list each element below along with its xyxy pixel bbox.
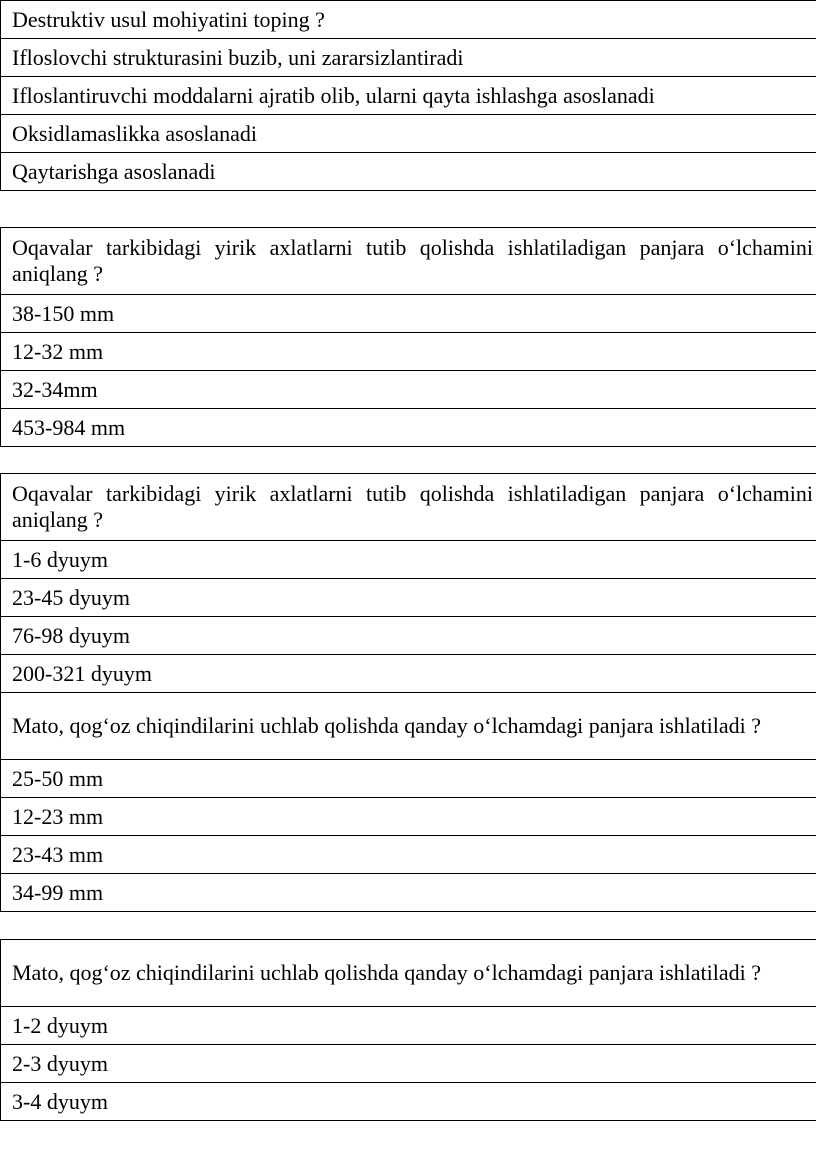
answer-option: 3-4 dyuym [1, 1083, 816, 1121]
question-text: Oqavalar tarkibidagi yirik axlatlarni tutib qolishda ishlatiladigan panjara o‘lchamini aniqlang ? [1, 474, 816, 541]
answer-row [1, 333, 816, 371]
answer-row [1, 371, 816, 409]
answer-row [1, 409, 816, 447]
answer-option: Qaytarishga asoslanadi [1, 153, 816, 191]
answer-row [1, 1045, 816, 1083]
question-text: Oqavalar tarkibidagi yirik axlatlarni tutib qolishda ishlatiladigan panjara o‘lchamini aniqlang ? [1, 228, 816, 295]
answer-option: 1-6 dyuym [1, 541, 816, 579]
answer-option: 12-32 mm [1, 333, 816, 371]
answer-option: 12-23 mm [1, 798, 816, 836]
answer-option: 34-99 mm [1, 874, 816, 912]
answer-row [1, 798, 816, 836]
answer-row [1, 617, 816, 655]
question-row [1, 940, 816, 1007]
answer-option: 23-45 dyuym [1, 579, 816, 617]
question-row [1, 693, 816, 760]
answer-row [1, 295, 816, 333]
answer-option: 1-2 dyuym [1, 1007, 816, 1045]
answer-row [1, 579, 816, 617]
answer-option: 2-3 dyuym [1, 1045, 816, 1083]
answer-option: 38-150 mm [1, 295, 816, 333]
answer-row [1, 1007, 816, 1045]
question-table-2 [0, 227, 816, 447]
question-table-3 [0, 473, 816, 912]
question-table-4 [0, 939, 816, 1121]
answer-row [1, 541, 816, 579]
answer-row [1, 836, 816, 874]
answer-option: Ifloslantiruvchi moddalarni ajratib olib, ularni qayta ishlashga asoslanadi [1, 77, 816, 115]
answer-option: 453-984 mm [1, 409, 816, 447]
answer-option: 32-34mm [1, 371, 816, 409]
question-row [1, 228, 816, 295]
answer-option: 200-321 dyuym [1, 655, 816, 693]
answer-option: Oksidlamaslikka asoslanadi [1, 115, 816, 153]
question-row [1, 474, 816, 541]
answer-row [1, 115, 816, 153]
answer-row [1, 760, 816, 798]
question-text: Mato, qog‘oz chiqindilarini uchlab qolishda qanday o‘lchamdagi panjara ishlatiladi ? [1, 940, 816, 1007]
answer-row [1, 39, 816, 77]
answer-row [1, 655, 816, 693]
answer-option: 76-98 dyuym [1, 617, 816, 655]
answer-row [1, 153, 816, 191]
answer-option: Ifloslovchi strukturasini buzib, uni zararsizlantiradi [1, 39, 816, 77]
question-text: Destruktiv usul mohiyatini toping ? [1, 1, 816, 39]
question-text: Mato, qog‘oz chiqindilarini uchlab qolishda qanday o‘lchamdagi panjara ishlatiladi ? [1, 693, 816, 760]
answer-option: 25-50 mm [1, 760, 816, 798]
answer-row [1, 77, 816, 115]
answer-row [1, 1083, 816, 1121]
question-row [1, 1, 816, 39]
answer-row [1, 874, 816, 912]
answer-option: 23-43 mm [1, 836, 816, 874]
question-table-1 [0, 0, 816, 191]
